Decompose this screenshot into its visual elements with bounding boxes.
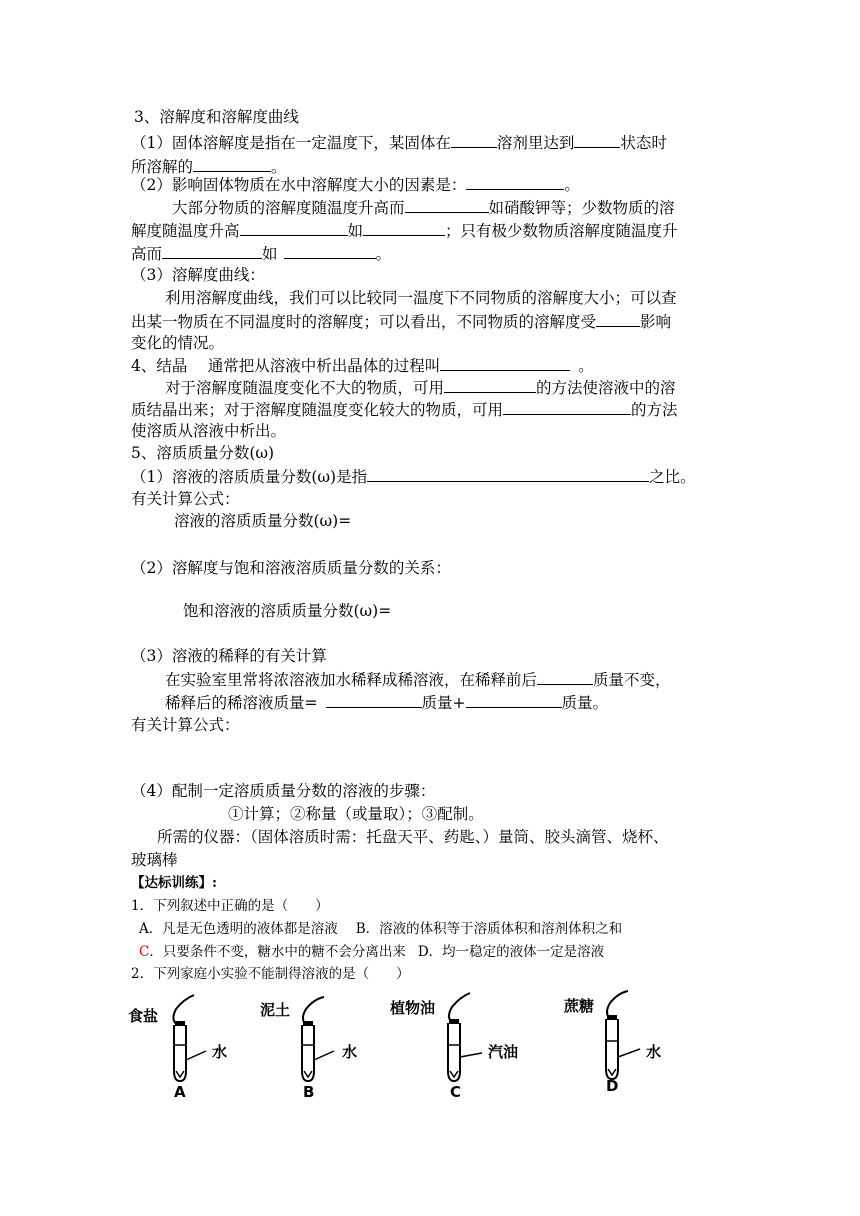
s5-p1-line2: 有关计算公式： [131, 490, 240, 508]
s4-line3 [131, 399, 678, 420]
s5-p2: （2）溶解度与饱和溶液溶质质量分数的关系： [131, 559, 451, 577]
fill-blank[interactable] [162, 243, 262, 259]
text: 。 [375, 245, 392, 263]
tube-b-solvent: 水 [342, 1043, 358, 1061]
spoon-icon [607, 991, 628, 1019]
fill-blank[interactable] [440, 355, 570, 371]
text: 的方法 [631, 401, 678, 419]
s5-p4-instruments-cont: 玻璃棒 [131, 851, 178, 869]
s3-para5-line2 [131, 311, 671, 332]
spoon-icon [303, 997, 324, 1025]
text: 。 [578, 357, 594, 375]
exercise-heading: 【达标训练】: [131, 875, 217, 891]
fill-blank[interactable] [466, 174, 564, 190]
q1-options-ab [139, 919, 622, 939]
fill-blank[interactable] [193, 156, 271, 172]
fill-blank[interactable] [240, 220, 348, 236]
s5-formula1: 溶液的溶质质量分数(ω)= [174, 512, 352, 530]
s4-line1 [131, 355, 594, 376]
text: （2）影响固体物质在水中溶解度大小的因素是： [131, 176, 467, 194]
text: （1）溶液的溶质质量分数(ω)是指 [131, 468, 368, 486]
text: 如硝酸钾等；少数物质的溶 [488, 199, 675, 217]
text: 如 [262, 245, 278, 263]
tube-d[interactable] [564, 991, 661, 1095]
text: （1）固体溶解度是指在一定温度下，某固体在 [131, 134, 451, 152]
tube-b-solute: 泥土 [260, 1001, 291, 1019]
test-tube-icon [448, 1023, 460, 1081]
fill-blank[interactable] [466, 692, 562, 708]
s3-para1-line1 [131, 132, 667, 153]
test-tube-figure [120, 985, 720, 1105]
tube-a-solvent: 水 [212, 1043, 228, 1061]
tube-b-letter: B [303, 1083, 315, 1101]
text: 质结晶出来；对于溶解度随温度变化较大的物质，可用 [131, 401, 504, 419]
text: 稀释后的稀溶液质量= [165, 694, 318, 712]
s4-line2 [165, 377, 676, 398]
text: 出某一物质在不同温度时的溶解度；可以看出，不同物质的溶解度受 [131, 313, 597, 331]
text: 质量。 [561, 694, 609, 712]
fill-blank[interactable] [451, 132, 497, 148]
tube-d-solute: 蔗糖 [564, 997, 595, 1015]
fill-blank[interactable] [326, 692, 422, 708]
s3-para2 [131, 174, 580, 195]
test-tube-icon [302, 1025, 314, 1081]
fill-blank[interactable] [537, 669, 593, 685]
test-tube-icon [174, 1025, 186, 1081]
section-5-title: 5、溶质质量分数(ω) [131, 444, 275, 462]
q1-options-cd [139, 942, 604, 962]
spoon-icon [449, 993, 470, 1023]
s5-p1-line1 [131, 466, 696, 487]
text: 高而 [131, 245, 163, 263]
s5-p3: （3）溶液的稀释的有关计算 [131, 647, 327, 665]
question-1: 1．下列叙述中正确的是（ ） [131, 898, 329, 914]
text: 的方法使溶液中的溶 [536, 379, 676, 397]
fill-blank[interactable] [596, 311, 640, 327]
s5-p4-steps: ①计算；②称量（或量取）；③配制。 [228, 805, 484, 823]
s3-para5-line3: 变化的情况。 [131, 334, 225, 352]
text: 。 [271, 158, 287, 176]
text: 所溶解的 [131, 158, 194, 176]
s3-para3-line3 [131, 243, 391, 264]
tube-d-solvent: 水 [646, 1043, 662, 1061]
tube-a[interactable] [128, 995, 227, 1101]
text: 。 [564, 176, 580, 194]
option-a[interactable]: A．凡是无色透明的液体都是溶液 [139, 921, 338, 937]
fill-blank[interactable] [367, 466, 649, 482]
option-c-letter: C [139, 944, 150, 960]
question-2: 2．下列家庭小实验不能制得溶液的是（ ） [131, 966, 410, 982]
text: 溶剂里达到 [496, 134, 575, 152]
option-c[interactable] [139, 944, 406, 960]
s5-p4: （4）配制一定溶质质量分数的溶液的步骤： [131, 782, 436, 800]
text: 质量不变， [593, 671, 671, 689]
fill-blank[interactable] [405, 197, 489, 213]
tube-a-solute: 食盐 [128, 1007, 159, 1025]
tube-a-letter: A [174, 1083, 186, 1101]
option-c-text: ．只要条件不变，糖水中的糖不会分离出来 [149, 944, 406, 960]
fill-blank[interactable] [363, 220, 445, 236]
text: 之比。 [649, 468, 696, 486]
s5-p4-instruments: 所需的仪器：（固体溶质时需：托盘天平、药匙、）量筒、胶头滴管、烧杯、 [157, 828, 669, 846]
spoon-icon [173, 995, 194, 1025]
s3-para5-line1: 利用溶解度曲线，我们可以比较同一温度下不同物质的溶解度大小；可以查 [165, 289, 677, 307]
text: 影响 [640, 313, 672, 331]
tube-d-letter: D [606, 1077, 619, 1095]
section-3-title: 3、溶解度和溶解度曲线 [134, 108, 299, 126]
s4-line4: 使溶质从溶液中析出。 [131, 422, 287, 440]
tube-c[interactable] [390, 993, 518, 1101]
text: 状态时 [620, 134, 667, 152]
text: ；只有极少数物质溶解度随温度升 [445, 222, 678, 240]
tube-c-solute: 植物油 [390, 999, 436, 1017]
text: 在实验室里常将浓溶液加水稀释成稀溶液，在稀释前后 [165, 671, 538, 689]
s3-para4: （3）溶解度曲线： [131, 266, 265, 284]
option-d[interactable]: D．均一稳定的液体一定是溶液 [417, 944, 605, 960]
fill-blank[interactable] [444, 377, 536, 393]
fill-blank[interactable] [503, 399, 631, 415]
s3-para3-line2 [131, 220, 678, 241]
text: 质量+ [421, 694, 466, 712]
s5-p3-line1 [165, 669, 671, 690]
option-b[interactable]: B．溶液的体积等于溶质体积和溶剂体积之和 [355, 921, 623, 937]
s3-para3-line1 [172, 197, 675, 218]
s5-p3-line2 [165, 692, 608, 713]
fill-blank[interactable] [284, 243, 376, 259]
fill-blank[interactable] [574, 132, 620, 148]
tube-c-letter: C [450, 1083, 462, 1101]
tube-b[interactable] [260, 997, 357, 1101]
s5-p3-line3: 有关计算公式： [131, 716, 240, 734]
text: 如 [347, 222, 364, 240]
text: 解度随温度升高 [131, 222, 240, 240]
text: 大部分物质的溶解度随温度升高而 [172, 199, 405, 217]
tube-c-solvent: 汽油 [488, 1043, 519, 1061]
text: 对于溶解度随温度变化不大的物质，可用 [165, 379, 445, 397]
text: 4、结晶 通常把从溶液中析出晶体的过程叫 [131, 357, 441, 375]
s5-formula2: 饱和溶液的溶质质量分数(ω)= [183, 602, 392, 620]
